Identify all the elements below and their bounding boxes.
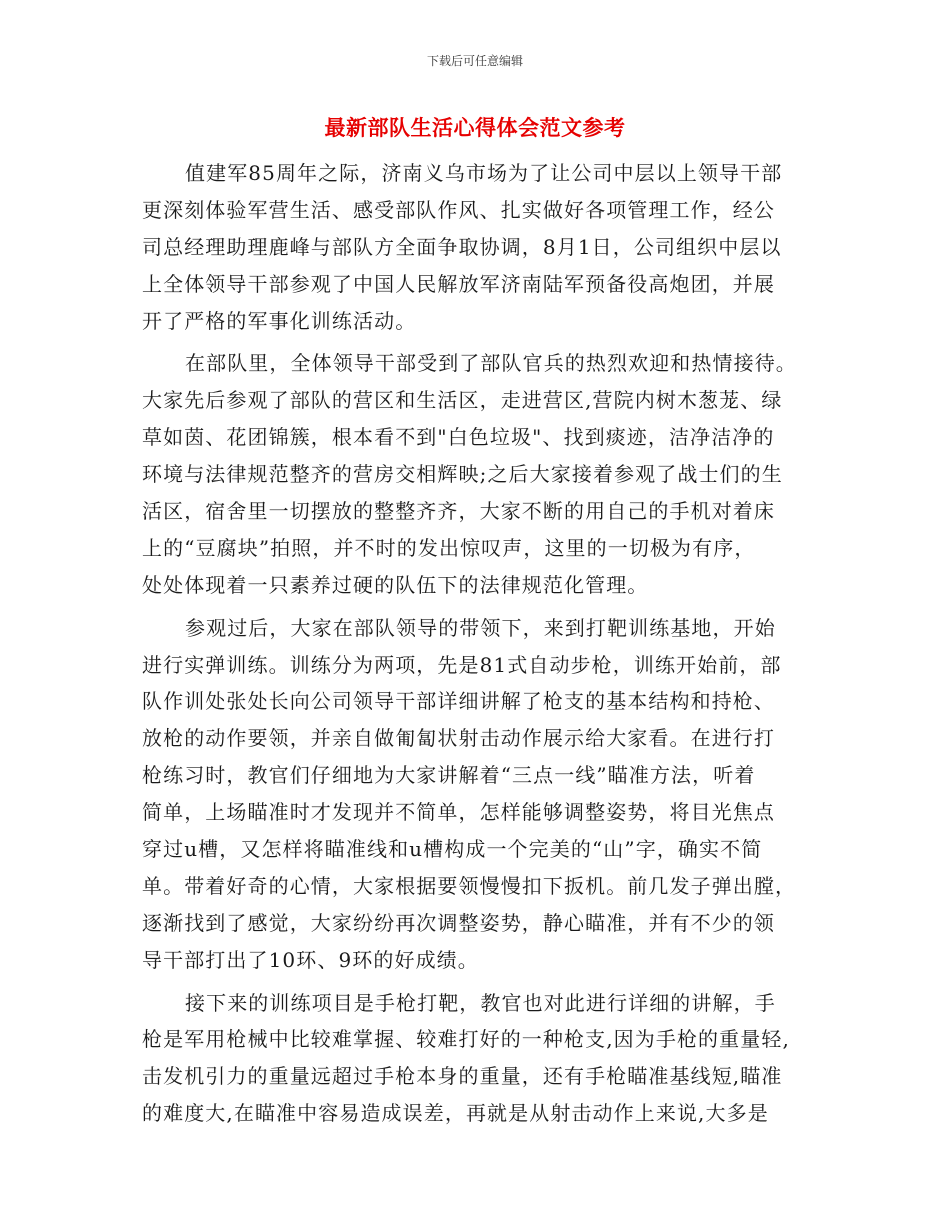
body-line: 处处体现着一只素养过硬的队伍下的法律规范化管理。 xyxy=(142,572,649,597)
body-line: 活区，宿舍里一切摆放的整整齐齐，大家不断的用自己的手机对着床 xyxy=(142,499,775,524)
body-line: 值建军85周年之际，济南义乌市场为了让公司中层以上领导干部 xyxy=(185,161,783,185)
body-line: 开了严格的军事化训练活动。 xyxy=(142,308,417,333)
body-line: 上全体领导干部参观了中国人民解放军济南陆军预备役高炮团，并展 xyxy=(142,271,775,296)
body-line: 的难度大,在瞄准中容易造成误差，再就是从射击动作上来说,大多是 xyxy=(142,1101,769,1126)
body-line: 击发机引力的重量远超过手枪本身的重量，还有手枪瞄准基线短,瞄准 xyxy=(142,1064,783,1089)
body-line: 更深刻体验军营生活、感受部队作风、扎实做好各项管理工作，经公 xyxy=(142,197,775,222)
body-line: 参观过后，大家在部队领导的带领下，来到打靶训练基地，开始 xyxy=(185,615,776,640)
body-line: 接下来的训练项目是手枪打靶，教官也对此进行详细的讲解，手 xyxy=(185,990,776,1015)
body-line: 放枪的动作要领，并亲自做匍匐状射击动作展示给大家看。在进行打 xyxy=(142,726,775,751)
body-line: 在部队里，全体领导干部受到了部队官兵的热烈欢迎和热情接待。 xyxy=(185,351,797,376)
body-line: 穿过u槽，又怎样将瞄准线和u槽构成一个完美的“山”字，确实不简 xyxy=(142,837,763,862)
body-line: 队作训处张处长向公司领导干部详细讲解了枪支的基本结构和持枪、 xyxy=(142,689,775,714)
body-line: 单。带着好奇的心情，大家根据要领慢慢扣下扳机。前几发子弹出膛， xyxy=(142,873,797,898)
body-line: 司总经理助理鹿峰与部队方全面争取协调，8月1日，公司组织中层以 xyxy=(142,234,782,259)
body-line: 进行实弹训练。训练分为两项，先是81式自动步枪，训练开始前，部 xyxy=(142,652,782,677)
body-line: 导干部打出了10环、9环的好成绩。 xyxy=(142,947,479,972)
body-line: 草如茵、花团锦簇，根本看不到"白色垃圾"、找到痰迹，洁净洁净的 xyxy=(142,425,775,450)
header-note: 下载后可任意编辑 xyxy=(426,54,523,68)
body-line: 枪练习时，教官们仔细地为大家讲解着“三点一线”瞄准方法，听着 xyxy=(142,763,756,788)
body-line: 环境与法律规范整齐的营房交相辉映;之后大家接着参观了战士们的生 xyxy=(142,462,783,487)
document-body xyxy=(142,155,806,1132)
document-title: 最新部队生活心得体会范文参考 xyxy=(324,115,626,140)
body-line: 枪是军用枪械中比较难掌握、较难打好的一种枪支,因为手枪的重量轻, xyxy=(142,1027,790,1052)
body-line: 上的“豆腐块”拍照，并不时的发出惊叹声，这里的一切极为有序， xyxy=(142,535,756,560)
body-line: 简单，上场瞄准时才发现并不简单，怎样能够调整姿势，将目光焦点 xyxy=(142,800,775,825)
body-line: 大家先后参观了部队的营区和生活区，走进营区,营院内树木葱茏、绿 xyxy=(142,388,783,413)
body-line: 逐渐找到了感觉，大家纷纷再次调整姿势，静心瞄准，并有不少的领 xyxy=(142,910,775,935)
